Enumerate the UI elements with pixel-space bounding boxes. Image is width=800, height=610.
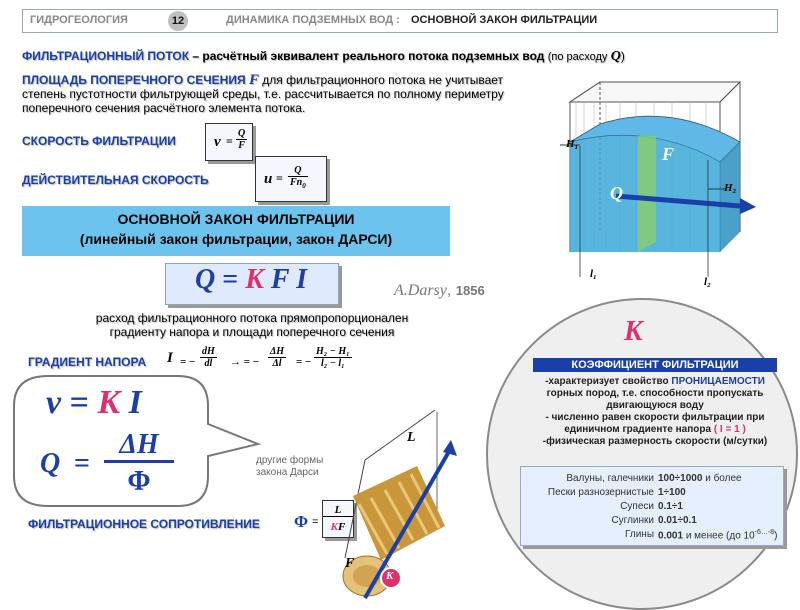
- table-row-name: Валуны, галечники: [566, 473, 654, 484]
- gradient-eq1: = −: [180, 356, 196, 368]
- cylinder-L: L: [407, 430, 416, 445]
- bubble-caption: [256, 455, 323, 479]
- gradient-frac1: $\frac{dH}{dl}$: [202, 346, 215, 369]
- flow-symbol: Q: [610, 49, 621, 64]
- block-H1: H₁: [566, 138, 579, 150]
- table-row-name: Суглинки: [611, 515, 654, 526]
- area-line1: для фильтрационного потока не учитывает: [262, 73, 504, 87]
- area-symbol: F: [248, 72, 259, 88]
- actual-velocity-eq: =: [276, 171, 283, 185]
- flow-paren: (по расходу: [547, 51, 608, 63]
- velocity-lhs: v: [214, 134, 221, 150]
- actual-velocity-fraction: $\frac{Q}{Fn_0}$: [290, 165, 306, 190]
- table-row-name: Пески разнозернистые: [547, 487, 654, 498]
- table-row-value: 0.01÷0.1: [658, 515, 697, 526]
- actual-velocity-lhs: u: [264, 171, 273, 187]
- table-row-value: 0.001 и менее (до $10^{-6\dots-8}$): [658, 529, 778, 542]
- coef-b1-pre: -характеризует свойство: [545, 376, 669, 387]
- resistance-eq: =: [312, 516, 319, 528]
- area-line3: поперечного сечения расчётного элемента потока.: [22, 101, 306, 115]
- bubble-formula-v: [46, 384, 142, 422]
- gradient-frac2: $\frac{\Delta H}{\Delta l}$: [270, 346, 285, 369]
- bubble-Q: Q: [40, 448, 61, 479]
- darcy-year: 1856: [455, 283, 485, 298]
- header-bar: [22, 9, 778, 33]
- aquifer-block-diagram: [560, 62, 792, 294]
- bubble-den: Φ: [127, 466, 151, 497]
- area-definition: [22, 73, 582, 115]
- flow-text: – расчётный эквивалент реального потока подземных вод: [192, 49, 545, 63]
- table-row-value: 100÷1000 и более: [658, 473, 742, 484]
- velocity-eq: =: [226, 134, 233, 148]
- flow-definition: [22, 49, 625, 64]
- table-row-name: Супеси: [620, 501, 654, 512]
- resistance-label: ФИЛЬТРАЦИОННОЕ СОПРОТИВЛЕНИЕ: [28, 517, 260, 531]
- law-title: ОСНОВНОЙ ЗАКОН ФИЛЬТРАЦИИ: [117, 211, 355, 227]
- header-section-muted: ДИНАМИКА ПОДЗЕМНЫХ ВОД :: [226, 14, 400, 26]
- velocity-fraction: $\frac{Q}{F}$: [238, 128, 246, 151]
- coef-b2-l1: - численно равен скорости фильтрации при: [545, 412, 765, 423]
- gradient-frac3: $\frac{\text{H₂ − H₁}}{\text{l₂ − l₁}}$: [316, 346, 350, 369]
- darcy-desc-line1: расход фильтрационного потока прямопропорционален: [95, 311, 409, 325]
- actual-velocity-label: ДЕЙСТВИТЕЛЬНАЯ СКОРОСТЬ: [22, 173, 209, 187]
- block-F: F: [662, 144, 675, 164]
- coef-b1-hi: ПРОНИЦАЕМОСТИ: [671, 376, 765, 387]
- table-row-name: Глины: [625, 529, 654, 540]
- darcy-description: [22, 311, 482, 339]
- coef-b1-l2: горных пород, т.е. способности пропускать: [546, 388, 764, 399]
- darcy-desc-line2: градиенту напора и площади поперечного сечения: [109, 325, 395, 339]
- block-Q: Q: [610, 183, 623, 203]
- bubble-K: K: [97, 384, 121, 421]
- block-l1: l₁: [590, 268, 597, 280]
- law-subtitle: (линейный закон фильтрации, закон ДАРСИ): [79, 231, 393, 247]
- resistance-symbol: Φ: [294, 512, 309, 531]
- coefficient-description: [524, 376, 786, 448]
- coef-b2-l2: единичном градиенте напора: [564, 424, 712, 435]
- slide-number-badge: 12: [168, 11, 188, 31]
- darcy-F: F: [270, 264, 290, 295]
- cylinder-F: F: [345, 556, 355, 571]
- coef-b3: -физическая размерность скорости (м/сутки): [542, 436, 768, 447]
- block-l2: l₂: [704, 276, 711, 288]
- cylinder-K: K: [386, 570, 394, 582]
- bubble-v: v: [46, 384, 62, 421]
- header-section-title: ОСНОВНОЙ ЗАКОН ФИЛЬТРАЦИИ: [411, 14, 598, 26]
- flow-term: ФИЛЬТРАЦИОННЫЙ ПОТОК: [22, 49, 190, 63]
- bubble-I: I: [128, 384, 142, 421]
- coefficient-title: КОЭФФИЦИЕНТ ФИЛЬТРАЦИИ: [533, 358, 777, 372]
- darcy-I: I: [296, 264, 307, 295]
- area-line2: степень пустотности фильтрующей среды, т.е. рассчитывается по полному периметру: [22, 87, 504, 101]
- gradient-label: ГРАДИЕНТ НАПОРА: [28, 355, 147, 369]
- coef-b1-l3: двигающуюся воду: [606, 400, 704, 411]
- darcy-author: A.Darsy: [394, 282, 447, 299]
- velocity-label: СКОРОСТЬ ФИЛЬТРАЦИИ: [22, 134, 176, 148]
- bubble-eq2: =: [74, 448, 90, 479]
- header-subject: ГИДРОГЕОЛОГИЯ: [30, 14, 128, 26]
- table-row-value: 0.1÷1: [658, 501, 683, 512]
- table-row-value: 1÷100: [658, 487, 686, 498]
- bubble-num: ΔH: [104, 430, 174, 463]
- gradient-arrow: → = −: [230, 356, 260, 368]
- bubble-caption-line1: другие формы: [256, 455, 324, 466]
- flow-paren-close: ): [620, 49, 625, 63]
- gradient-symbol: I: [167, 350, 173, 366]
- resistance-num: L: [323, 504, 353, 517]
- darcy-comma: ,: [446, 282, 452, 299]
- gradient-eq2: = −: [296, 356, 312, 368]
- darcy-formula: [165, 264, 337, 296]
- area-term: ПЛОЩАДЬ ПОПЕРЕЧНОГО СЕЧЕНИЯ: [22, 73, 246, 87]
- darcy-K: K: [245, 264, 264, 295]
- resistance-den: KF: [330, 521, 346, 533]
- velocity-formula: [205, 123, 253, 161]
- coef-b2-paren: ( I = 1 ): [713, 424, 746, 435]
- block-H2: H₂: [724, 182, 737, 194]
- bubble-eq: =: [69, 384, 89, 421]
- bubble-caption-line2: закона Дарси: [256, 467, 319, 478]
- darcy-eq: =: [222, 264, 239, 295]
- coefficient-symbol: K: [624, 316, 643, 347]
- darcy-credit: [394, 282, 485, 300]
- darcy-Q: Q: [195, 264, 216, 295]
- actual-velocity-formula: [255, 156, 327, 202]
